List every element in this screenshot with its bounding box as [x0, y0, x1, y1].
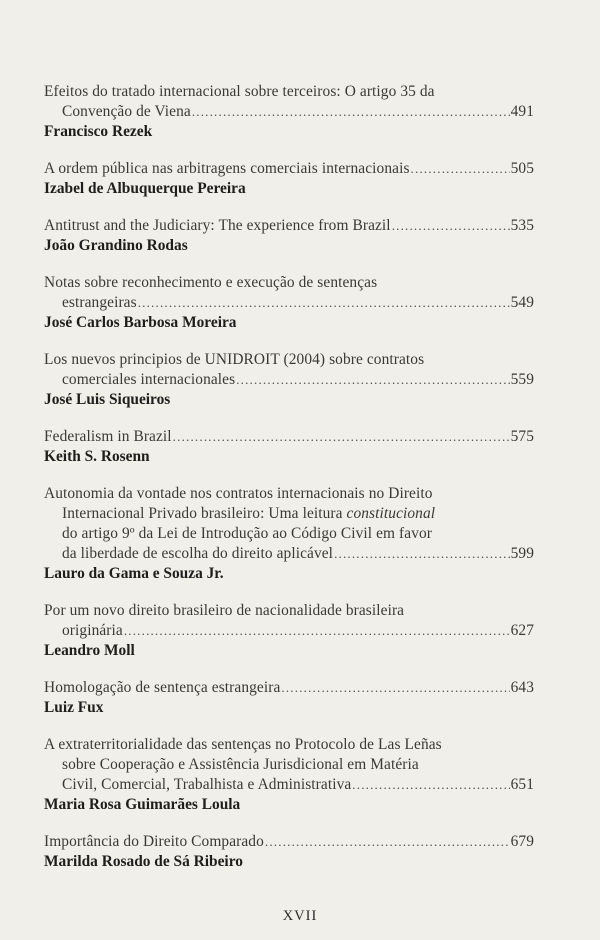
- entry-author: Francisco Rezek: [44, 123, 153, 140]
- entry-title-text: A ordem pública nas arbitragens comerciais internacionais: [44, 160, 410, 177]
- toc-entry: [44, 735, 534, 815]
- entry-author: Luiz Fux: [44, 699, 104, 716]
- entry-title-line: [44, 504, 534, 524]
- toc-entry: [44, 601, 534, 661]
- page-number: 643: [510, 679, 534, 696]
- entry-title-line: Efeitos do tratado internacional sobre terceiros: O artigo 35 da: [44, 83, 435, 100]
- entry-author: Keith S. Rosenn: [44, 448, 150, 465]
- entry-title-last-line: [44, 621, 534, 641]
- entry-author: Marilda Rosado de Sá Ribeiro: [44, 853, 243, 870]
- toc-entry: [44, 82, 534, 142]
- entry-title-line: Autonomia da vontade nos contratos internacionais no Direito: [44, 485, 433, 502]
- toc-entry: [44, 273, 534, 333]
- entry-title-last-line: [44, 544, 534, 564]
- entry-title-last-line: [44, 775, 534, 795]
- entry-title-text: Federalism in Brazil: [44, 428, 172, 445]
- toc-entry: [44, 832, 534, 872]
- entry-author: Leandro Moll: [44, 642, 135, 659]
- entry-title-text: estrangeiras: [62, 294, 137, 311]
- page-number: 549: [510, 294, 534, 311]
- entry-title-last-line: [44, 370, 534, 390]
- page-number: 599: [510, 545, 534, 562]
- page-folio: XVII: [282, 908, 318, 924]
- entry-title-line: A extraterritorialidade das sentenças no Protocolo de Las Leñas: [44, 736, 442, 753]
- dot-leader: [192, 102, 510, 122]
- toc-entry: [44, 427, 534, 467]
- dot-leader: [352, 775, 509, 795]
- entry-title-line: sobre Cooperação e Assistência Jurisdicional em Matéria: [62, 756, 419, 773]
- entry-author: José Luis Siqueiros: [44, 391, 171, 408]
- dot-leader: [124, 621, 510, 641]
- entry-title-last-line: [44, 678, 534, 698]
- dot-leader: [334, 544, 510, 564]
- entry-author: José Carlos Barbosa Moreira: [44, 314, 237, 331]
- entry-title-last-line: [44, 102, 534, 122]
- toc-entry: [44, 159, 534, 199]
- dot-leader: [236, 370, 509, 390]
- entry-title-last-line: [44, 427, 534, 447]
- toc-entry: [44, 350, 534, 410]
- entry-title-last-line: [44, 293, 534, 313]
- page-number: 505: [510, 160, 534, 177]
- entry-title-text: Internacional Privado brasileiro: Uma leitura: [62, 505, 343, 522]
- entry-title-line: Los nuevos principios de UNIDROIT (2004) sobre contratos: [44, 351, 425, 368]
- entry-title-text: Antitrust and the Judiciary: The experience from Brazil: [44, 217, 391, 234]
- dot-leader: [138, 293, 510, 313]
- page-number: 627: [510, 622, 534, 639]
- entry-title-text: Civil, Comercial, Trabalhista e Administrativa: [62, 776, 352, 793]
- entry-author: Maria Rosa Guimarães Loula: [44, 796, 241, 813]
- dot-leader: [281, 678, 509, 698]
- page-number: 491: [510, 103, 534, 120]
- entry-title-line: Notas sobre reconhecimento e execução de sentenças: [44, 274, 378, 291]
- dot-leader: [265, 832, 510, 852]
- page-number: 679: [510, 833, 534, 850]
- entry-title-last-line: [44, 159, 534, 179]
- page-number: 559: [510, 371, 534, 388]
- toc-entry: [44, 216, 534, 256]
- dot-leader: [392, 216, 510, 236]
- dot-leader: [411, 159, 510, 179]
- toc-entry: [44, 484, 534, 584]
- page-number: 575: [510, 428, 534, 445]
- dot-leader: [173, 427, 510, 447]
- entry-author: Izabel de Albuquerque Pereira: [44, 180, 246, 197]
- entry-title-text: Convenção de Viena: [62, 103, 191, 120]
- entry-title-line: do artigo 9º da Lei de Introdução ao Código Civil em favor: [62, 525, 433, 542]
- table-of-contents: [44, 82, 534, 872]
- entry-title-last-line: [44, 216, 534, 236]
- entry-title-italic: constitucional: [346, 505, 436, 522]
- entry-title-last-line: [44, 832, 534, 852]
- entry-title-line: Por um novo direito brasileiro de nacionalidade brasileira: [44, 602, 405, 619]
- toc-entry: [44, 678, 534, 718]
- page-number: 651: [510, 776, 534, 793]
- entry-title-text: comerciales internacionales: [62, 371, 236, 388]
- entry-title-text: Homologação de sentença estrangeira: [44, 679, 281, 696]
- entry-author: João Grandino Rodas: [44, 237, 188, 254]
- entry-title-text: originária: [62, 622, 123, 639]
- entry-title-text: Importância do Direito Comparado: [44, 833, 264, 850]
- entry-title-text: da liberdade de escolha do direito aplicável: [62, 545, 334, 562]
- entry-author: Lauro da Gama e Souza Jr.: [44, 565, 224, 582]
- page-number: 535: [510, 217, 534, 234]
